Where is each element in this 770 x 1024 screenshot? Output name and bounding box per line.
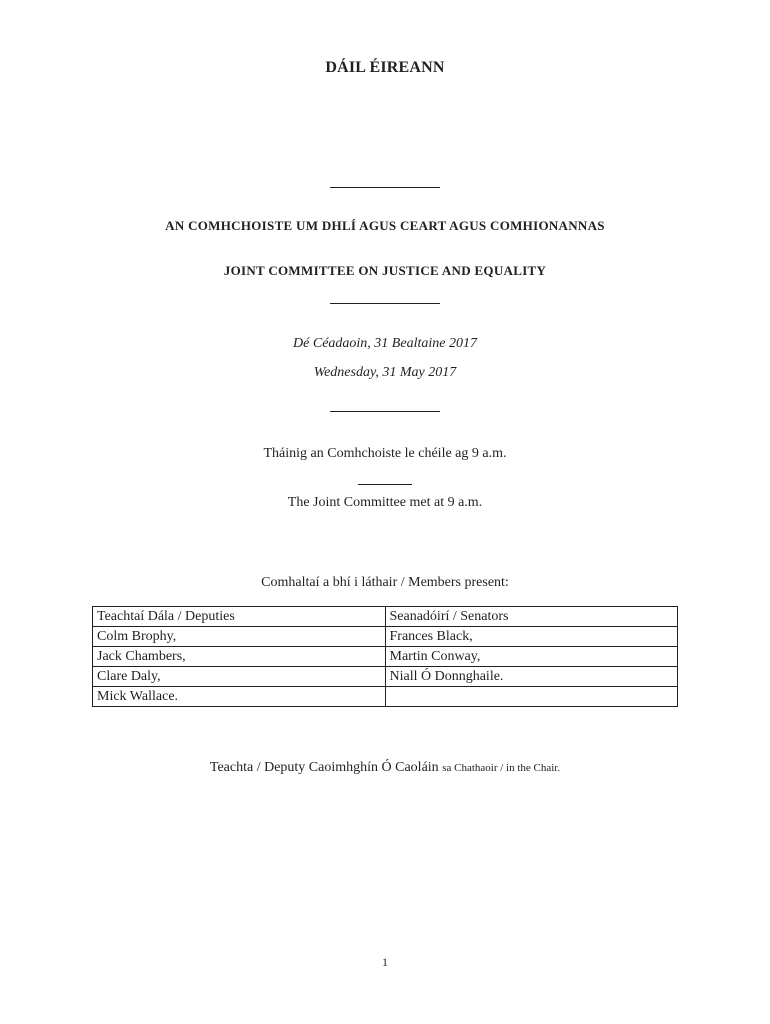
members-heading: Comhaltaí a bhí i láthair / Members present:: [261, 575, 509, 590]
header-senators: Seanadóirí / Senators: [385, 607, 678, 627]
chair-line: [0, 760, 770, 776]
table-row: [93, 667, 678, 687]
meeting-time-irish: Tháinig an Comhchoiste le chéile ag 9 a.m.: [263, 446, 507, 461]
table-header-row: [93, 607, 678, 627]
senator-cell: Frances Black,: [385, 627, 678, 647]
senator-cell: Martin Conway,: [385, 647, 678, 667]
committee-name-english: JOINT COMMITTEE ON JUSTICE AND EQUALITY: [223, 263, 547, 278]
document-title: DÁIL ÉIREANN: [325, 59, 445, 76]
date-irish: Dé Céadaoin, 31 Bealtaine 2017: [293, 336, 477, 351]
deputy-cell: Mick Wallace.: [93, 687, 386, 707]
divider: [330, 411, 440, 412]
deputy-cell: Clare Daly,: [93, 667, 386, 687]
chair-name: Teachta / Deputy Caoimhghín Ó Caoláin: [209, 760, 439, 775]
divider: [330, 303, 440, 304]
page-number: 1: [382, 955, 388, 969]
table-row: [93, 687, 678, 707]
divider: [330, 187, 440, 188]
date-english: Wednesday, 31 May 2017: [313, 365, 457, 380]
deputy-cell: Jack Chambers,: [93, 647, 386, 667]
meeting-time-english: The Joint Committee met at 9 a.m.: [287, 495, 483, 510]
deputy-cell: Colm Brophy,: [93, 627, 386, 647]
chair-role: sa Chathaoir / in the Chair.: [442, 762, 561, 774]
divider: [358, 484, 412, 485]
senator-cell: Niall Ó Donnghaile.: [385, 667, 678, 687]
committee-name-irish: AN COMHCHOISTE UM DHLÍ AGUS CEART AGUS COMHIONANNAS: [165, 218, 605, 233]
table-row: [93, 647, 678, 667]
table-row: [93, 627, 678, 647]
header-deputies: Teachtaí Dála / Deputies: [93, 607, 386, 627]
senator-cell: [385, 687, 678, 707]
members-table: [92, 606, 678, 707]
